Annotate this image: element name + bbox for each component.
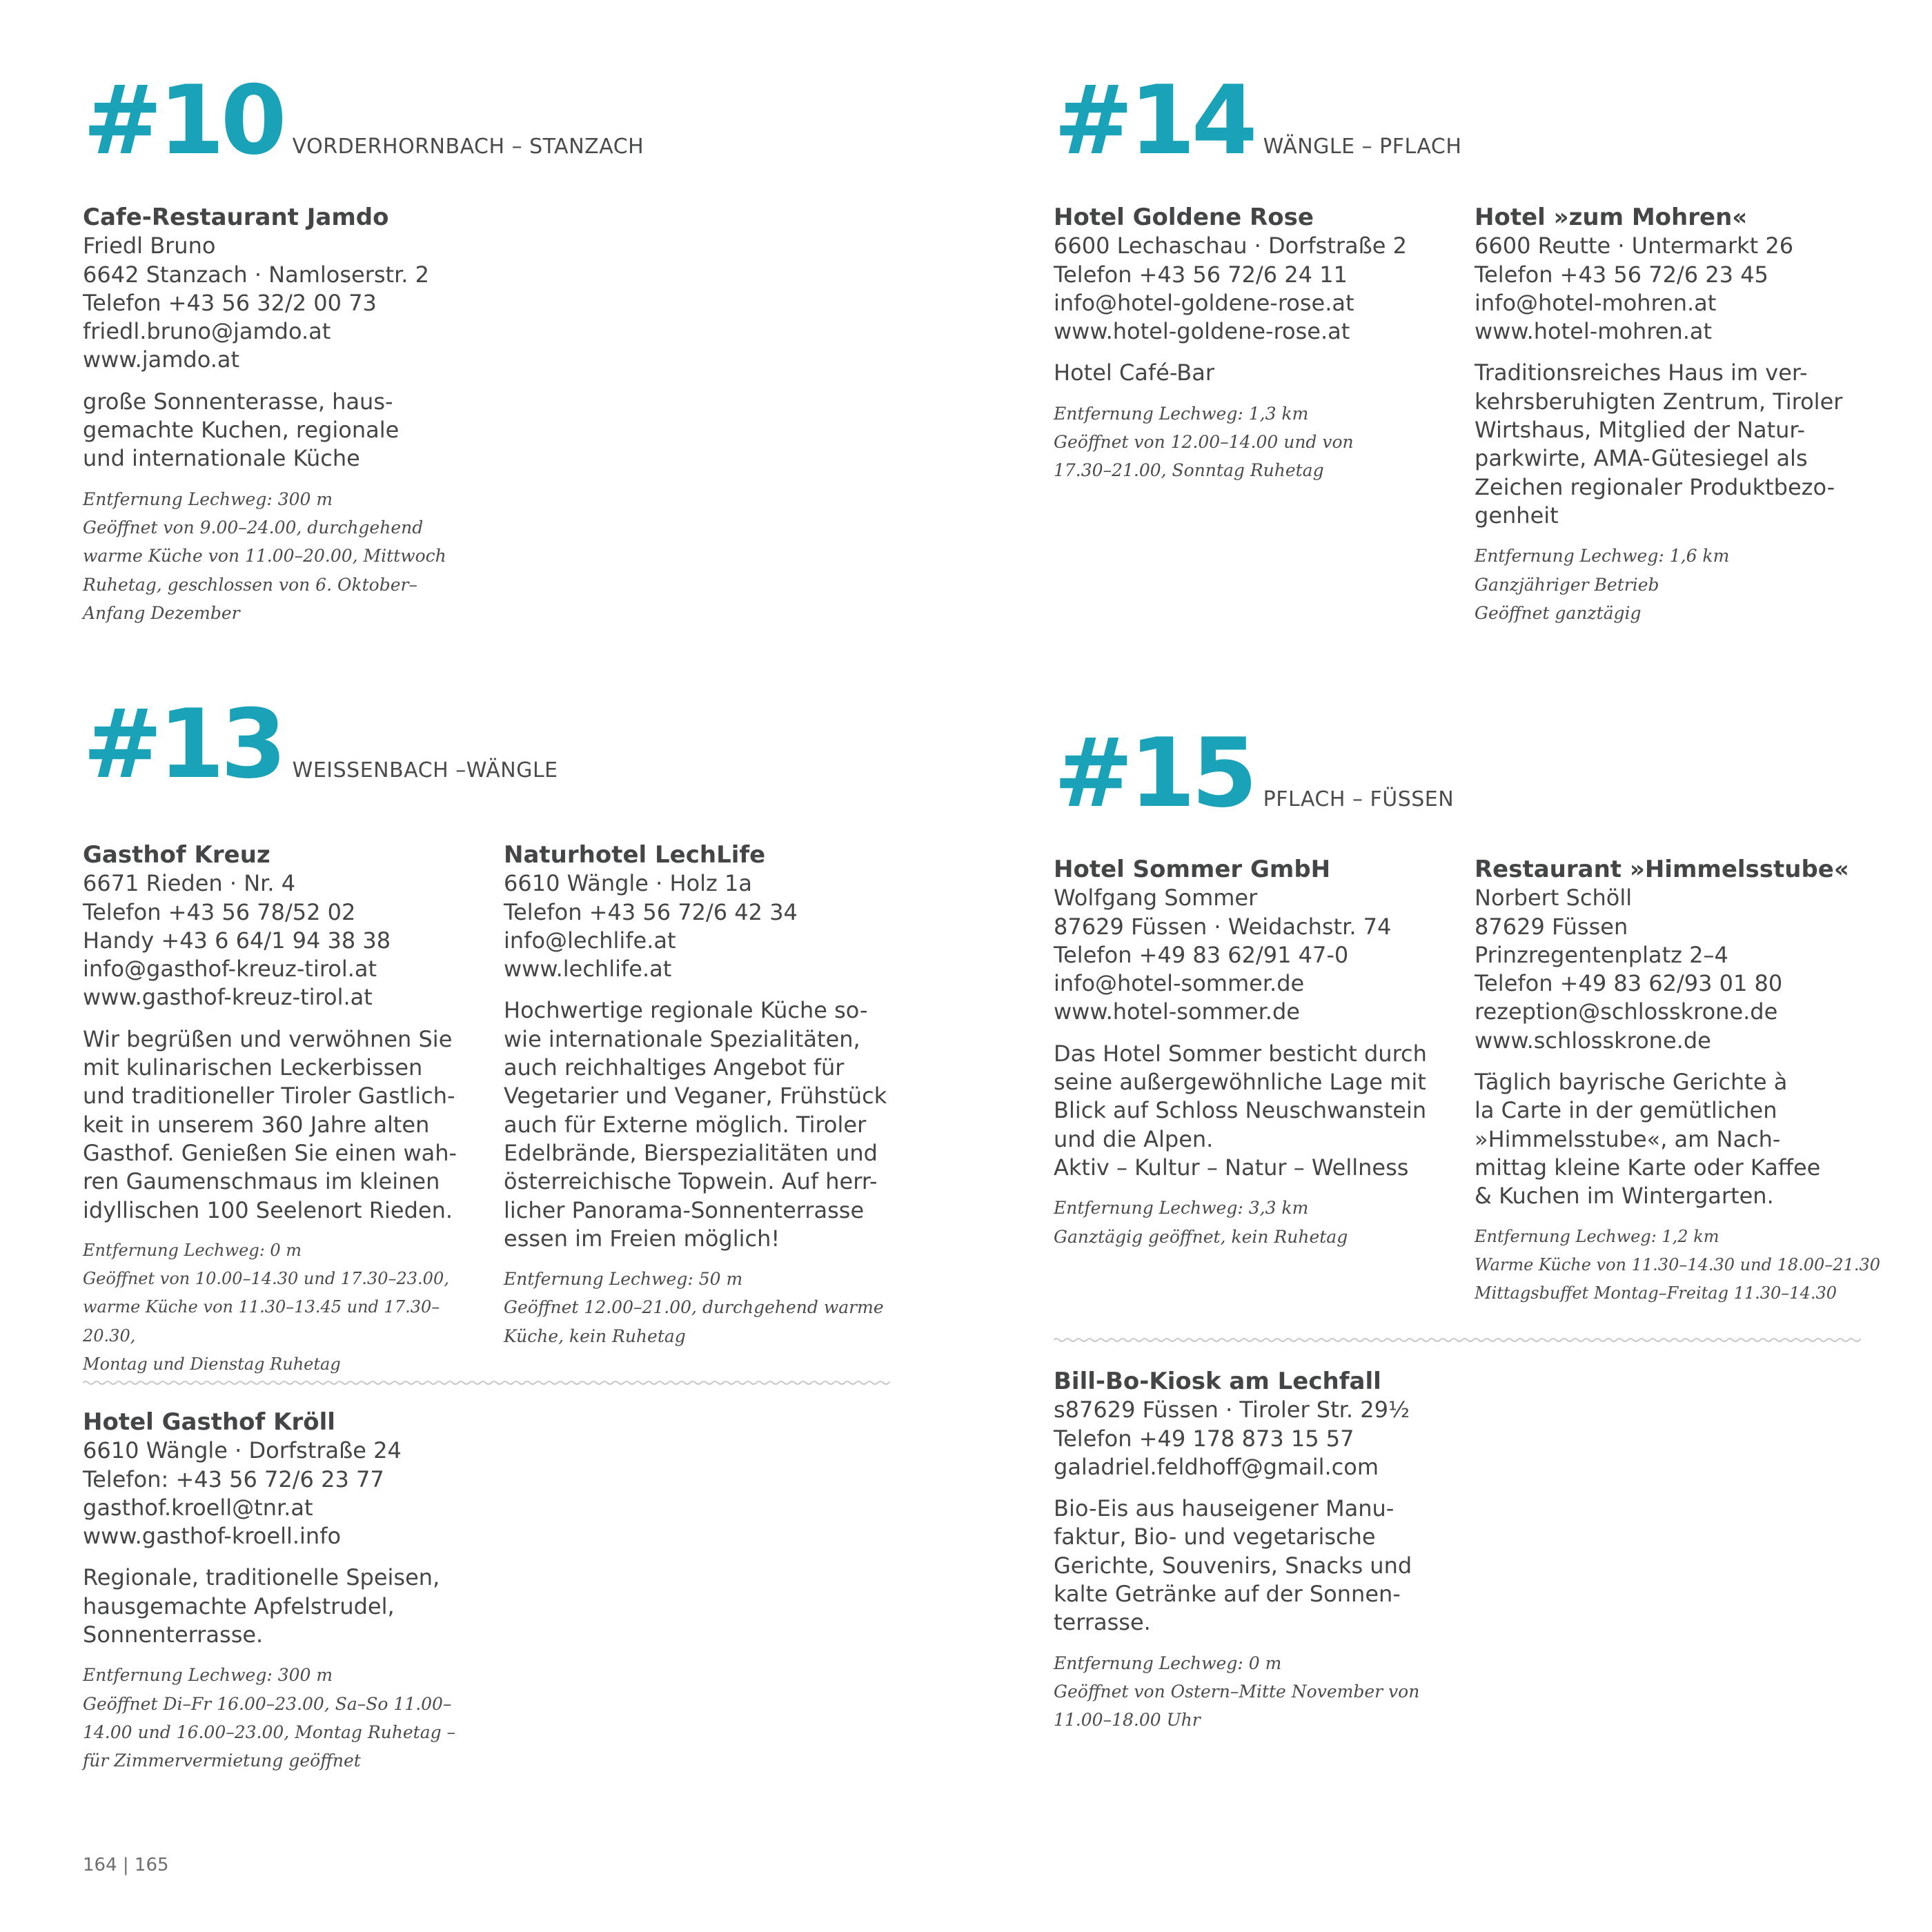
address: 87629 Füssen · Weidachstr. 74 <box>1054 913 1392 940</box>
address: 6610 Wängle · Holz 1a <box>504 870 752 897</box>
section-route: PFLACH – FÜSSEN <box>1263 787 1455 811</box>
address-city: 87629 Füssen <box>1475 913 1628 940</box>
entry-gasthof-kreuz <box>83 841 490 1379</box>
entry-description: Das Hotel Sommer besticht durch seine außergewöhnliche Lage mit Blick auf Schloss Neuschwanstein und die Alpen. Aktiv – Kultur – Natur – Wellness <box>1054 1040 1427 1181</box>
entry-meta: Entfernung Lechweg: 50 m Geöffnet 12.00–21.00, durchgehend warme Küche, kein Ruhetag <box>504 1269 884 1346</box>
website-link[interactable]: www.hotel-mohren.at <box>1475 318 1713 345</box>
phone: Telefon +43 56 32/2 00 73 <box>83 289 377 316</box>
section-number: #13 <box>83 689 283 800</box>
phone: Telefon +49 178 873 15 57 <box>1054 1425 1354 1452</box>
entry-meta: Entfernung Lechweg: 300 m Geöffnet Di–Fr 16.00–23.00, Sa–So 11.00– 14.00 und 16.00–23.00, Montag Ruhetag – für Zimmervermietung geöffnet <box>83 1665 456 1771</box>
phone: Telefon +43 56 72/6 24 11 <box>1054 261 1348 288</box>
contact-person: Norbert Schöll <box>1475 885 1633 911</box>
address: 6671 Rieden · Nr. 4 <box>83 870 296 897</box>
phone: Telefon +43 56 78/52 02 <box>83 898 356 925</box>
entry-hotel-sommer <box>1054 856 1461 1251</box>
section-route: VORDERHORNBACH – STANZACH <box>292 135 644 159</box>
entry-name: Hotel Sommer GmbH <box>1054 856 1331 883</box>
entry-name: Cafe-Restaurant Jamdo <box>83 204 389 231</box>
section-route: WEISSENBACH –WÄNGLE <box>292 758 558 782</box>
email-link[interactable]: info@lechlife.at <box>504 927 676 954</box>
website-link[interactable]: www.schlosskrone.de <box>1475 1027 1711 1054</box>
email-link[interactable]: galadriel.feldhoff@gmail.com <box>1054 1453 1379 1480</box>
address: 6600 Reutte · Untermarkt 26 <box>1475 233 1794 259</box>
phone: Telefon +43 56 72/6 23 45 <box>1475 261 1768 288</box>
email-link[interactable]: info@hotel-mohren.at <box>1475 289 1717 316</box>
section-divider <box>83 1378 890 1388</box>
email-link[interactable]: info@hotel-goldene-rose.at <box>1054 289 1354 316</box>
section-number: #10 <box>83 65 283 176</box>
entry-cafe-restaurant-jamdo <box>83 204 490 627</box>
website-link[interactable]: www.hotel-goldene-rose.at <box>1054 318 1350 345</box>
entry-meta: Entfernung Lechweg: 1,3 km Geöffnet von 12.00–14.00 und von 17.30–21.00, Sonntag Ruhetag <box>1054 403 1354 481</box>
entry-naturhotel-lechlife <box>504 841 911 1350</box>
section-route: WÄNGLE – PFLACH <box>1263 135 1462 159</box>
phone: Telefon +49 83 62/93 01 80 <box>1475 970 1783 997</box>
entry-meta: Entfernung Lechweg: 1,2 km Warme Küche von 11.30–14.30 und 18.00–21.30 Mittagsbuffet Montag–Freitag 11.30–14.30 <box>1475 1226 1880 1303</box>
section-header <box>1054 65 1462 176</box>
website-link[interactable]: www.jamdo.at <box>83 346 240 373</box>
address: 6610 Wängle · Dorfstraße 24 <box>83 1437 402 1464</box>
entry-hotel-goldene-rose <box>1054 204 1461 485</box>
email-link[interactable]: info@gasthof-kreuz-tirol.at <box>83 956 377 983</box>
email-link[interactable]: info@hotel-sommer.de <box>1054 970 1305 997</box>
entry-meta: Entfernung Lechweg: 0 m Geöffnet von Ostern–Mitte November von 11.00–18.00 Uhr <box>1054 1653 1420 1731</box>
website-link[interactable]: www.gasthof-kreuz-tirol.at <box>83 984 373 1011</box>
mobile-phone: Handy +43 6 64/1 94 38 38 <box>83 927 391 954</box>
phone: Telefon +43 56 72/6 42 34 <box>504 898 798 925</box>
entry-meta: Entfernung Lechweg: 0 m Geöffnet von 10.00–14.30 und 17.30–23.00, warme Küche von 11.30–13.45 und 17.30–20.30, Montag und Dienstag Ruhetag <box>83 1240 449 1374</box>
address: 6642 Stanzach · Namloserstr. 2 <box>83 261 429 288</box>
email-link[interactable]: gasthof.kroell@tnr.at <box>83 1494 313 1521</box>
entry-description: Bio-Eis aus hauseigener Manu- faktur, Bio- und vegetarische Gerichte, Souvenirs, Snacks und kalte Getränke auf der Sonnen- terrasse. <box>1054 1495 1412 1636</box>
section-number: #15 <box>1054 718 1254 829</box>
section-number: #14 <box>1054 65 1254 176</box>
entry-meta: Entfernung Lechweg: 300 m Geöffnet von 9.00–24.00, durchgehend warme Küche von 11.00–20.00, Mittwoch Ruhetag, geschlossen von 6. Oktober– Anfang Dezember <box>83 489 446 623</box>
entry-restaurant-himmelsstube <box>1475 856 1882 1308</box>
entry-name: Naturhotel LechLife <box>504 841 766 869</box>
section-header <box>83 65 644 176</box>
entry-name: Hotel Gasthof Kröll <box>83 1408 335 1436</box>
entry-bill-bo-kiosk <box>1054 1368 1461 1735</box>
entry-hotel-zum-mohren <box>1475 204 1882 627</box>
entry-meta: Entfernung Lechweg: 1,6 km Ganzjähriger Betrieb Geöffnet ganztägig <box>1475 546 1730 623</box>
entry-name: Hotel Goldene Rose <box>1054 204 1314 231</box>
entry-description: Hochwertige regionale Küche so- wie internationale Spezialitäten, auch reichhaltiges Angebot für Vegetarier und Veganer, Frühstück auch für Externe möglich. Tiroler Edelbrände, Bierspezialitäten und österreichische Topwein. Auf herr- licher Panorama-Sonnenterrasse essen im Freien möglich! <box>504 997 887 1252</box>
email-link[interactable]: friedl.bruno@jamdo.at <box>83 318 331 345</box>
entry-name: Restaurant »Himmelsstube« <box>1475 856 1849 883</box>
section-header <box>1054 718 1455 829</box>
entry-name: Bill-Bo-Kiosk am Lechfall <box>1054 1368 1381 1395</box>
entry-description: Täglich bayrische Gerichte à la Carte in der gemütlichen »Himmelsstube«, am Nach- mittag kleine Karte oder Kaffee & Kuchen im Wintergarten. <box>1475 1069 1821 1210</box>
section-header <box>83 689 558 800</box>
entry-name: Hotel »zum Mohren« <box>1475 204 1748 231</box>
entry-name: Gasthof Kreuz <box>83 841 270 869</box>
page-numbers: 164 | 165 <box>83 1855 169 1875</box>
website-link[interactable]: www.gasthof-kroell.info <box>83 1523 342 1550</box>
entry-description: Regionale, traditionelle Speisen, hausgemachte Apfelstrudel, Sonnenterrasse. <box>83 1564 440 1648</box>
section-divider <box>1054 1335 1861 1345</box>
phone: Telefon: +43 56 72/6 23 77 <box>83 1466 384 1492</box>
contact-person: Friedl Bruno <box>83 233 216 259</box>
email-link[interactable]: rezeption@schlosskrone.de <box>1475 998 1778 1025</box>
entry-meta: Entfernung Lechweg: 3,3 km Ganztägig geöffnet, kein Ruhetag <box>1054 1198 1348 1247</box>
entry-description: große Sonnenterasse, haus- gemachte Kuchen, regionale und internationale Küche <box>83 388 400 472</box>
phone: Telefon +49 83 62/91 47-0 <box>1054 941 1349 968</box>
address-street: Prinzregentenplatz 2–4 <box>1475 941 1728 968</box>
website-link[interactable]: www.hotel-sommer.de <box>1054 998 1300 1025</box>
address: 6600 Lechaschau · Dorfstraße 2 <box>1054 233 1407 259</box>
entry-description: Hotel Café-Bar <box>1054 359 1214 386</box>
address: s87629 Füssen · Tiroler Str. 29½ <box>1054 1397 1410 1423</box>
entry-hotel-gasthof-kroell <box>83 1408 490 1775</box>
entry-description: Traditionsreiches Haus im ver- kehrsberuhigten Zentrum, Tiroler Wirtshaus, Mitglied der Natur- parkwirte, AMA-Gütesiegel als Zeichen regionaler Produktbezo- genheit <box>1475 359 1843 529</box>
contact-person: Wolfgang Sommer <box>1054 885 1258 911</box>
website-link[interactable]: www.lechlife.at <box>504 956 672 983</box>
entry-description: Wir begrüßen und verwöhnen Sie mit kulinarischen Leckerbissen und traditioneller Tiroler Gastlich- keit in unserem 360 Jahre alten Gasthof. Genießen Sie einen wah- ren Gaumenschmaus im kleinen idyllischen 100 Seelenort Rieden. <box>83 1025 457 1223</box>
